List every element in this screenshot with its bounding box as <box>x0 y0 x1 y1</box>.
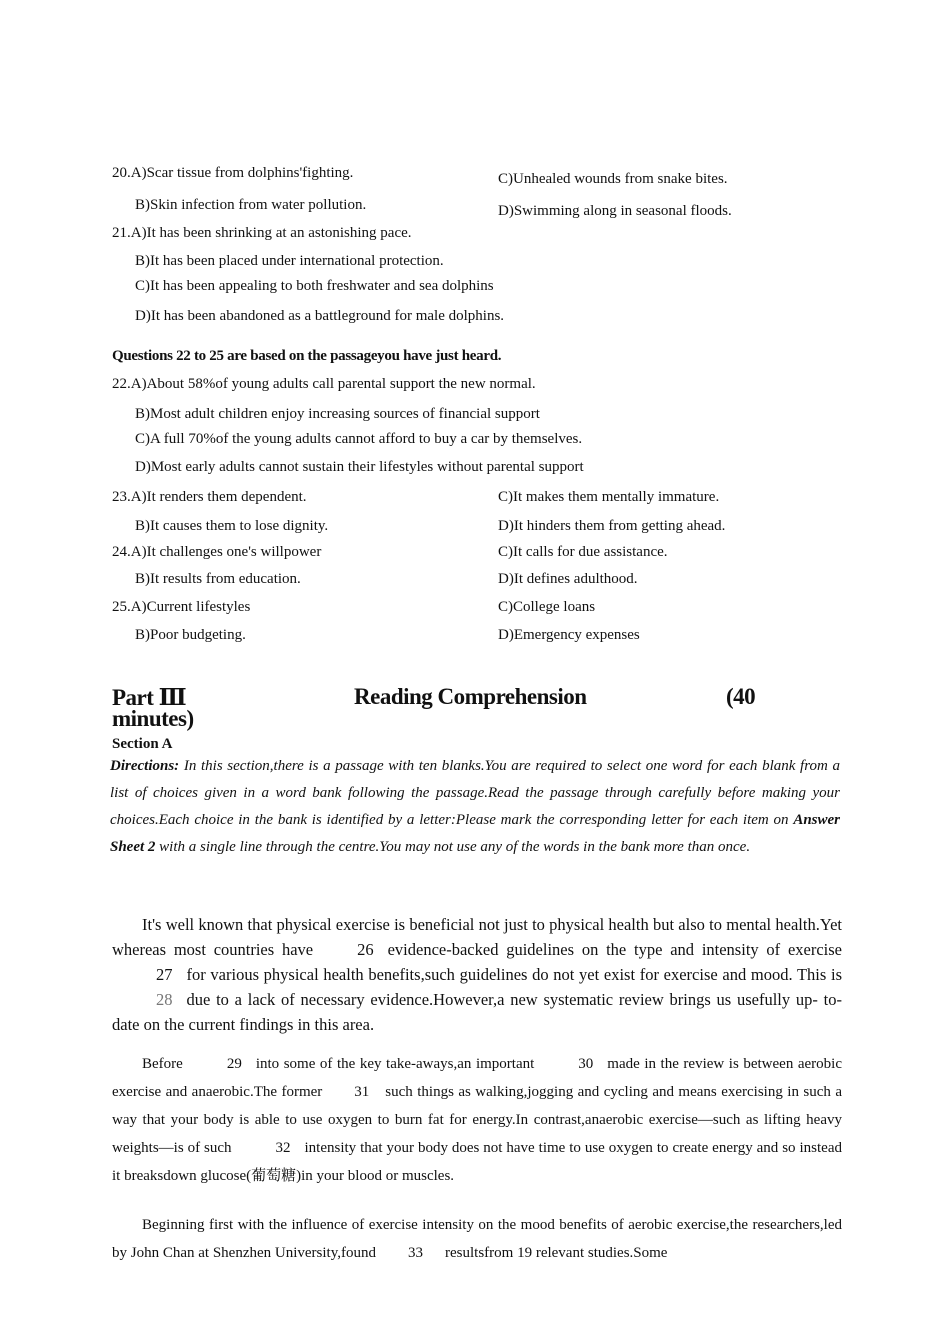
passage-paragraph-2 <box>112 1050 842 1190</box>
p3-text-a: Beginning first with the influence of exercise intensity on the mood benefits of aerobic exercise,the researchers,led by John Chan at Shenzhen University,found <box>112 1217 842 1261</box>
q24-option-c: C)It calls for due assistance. <box>498 544 668 560</box>
q23-option-b: B)It causes them to lose dignity. <box>135 518 329 534</box>
p1-text-c: for various physical health benefits,such guidelines do not yet exist for exercise and mood. This is <box>186 965 842 984</box>
q21-option-d: D)It has been abandoned as a battleground for male dolphins. <box>135 308 505 324</box>
blank-28: 28 <box>156 990 173 1009</box>
p1-text-d: due to a lack of necessary evidence.However,a new systematic review brings us usefully up- to-date on the current findings in this area. <box>112 990 842 1034</box>
q22-option-c: C)A full 70%of the young adults cannot afford to buy a car by themselves. <box>135 431 583 447</box>
passage-paragraph-1 <box>112 912 842 1037</box>
q21-option-c: C)It has been appealing to both freshwater and sea dolphins <box>135 278 494 294</box>
p2-text-a: Before <box>142 1056 183 1072</box>
blank-27: 27 <box>156 965 173 984</box>
p2-text-e: intensity that your body does not have time to use oxygen to create energy and so instead it breaksdown glucose(葡萄糖)in your blood or muscles. <box>112 1140 842 1184</box>
section-label: Section A <box>112 736 173 752</box>
time-limit-continued: minutes) <box>112 706 194 731</box>
directions-body: In this section,there is a passage with ten blanks.You are required to select one word for each blank from a list of choices given in a word bank following the passage.Read the passage through carefully before making your choices.Each choice in the bank is identified by a letter:Please mark the corresponding letter for each item on <box>110 758 840 828</box>
q20-option-b: B)Skin infection from water pollution. <box>135 197 367 213</box>
q22-option-d: D)Most early adults cannot sustain their lifestyles without parental support <box>135 459 584 475</box>
directions-text <box>110 753 840 861</box>
q23-option-d: D)It hinders them from getting ahead. <box>498 518 726 534</box>
q21-option-b: B)It has been placed under international protection. <box>135 253 444 269</box>
p2-text-d: such things as walking,jogging and cycling and means exercising in such a way that your body is able to use oxygen to burn fat for energy.In contrast,anaerobic exercise—such as lifting heavy weights—is of such <box>112 1084 842 1156</box>
q24-option-d: D)It defines adulthood. <box>498 571 638 587</box>
p2-text-c: made in the review is between aerobic exercise and anaerobic.The former <box>112 1056 843 1100</box>
p3-text-b: resultsfrom 19 relevant studies.Some <box>445 1245 668 1261</box>
p1-text-b: evidence-backed guidelines on the type and intensity of exercise <box>387 940 842 959</box>
part-title: Reading Comprehension <box>354 684 587 709</box>
blank-29: 29 <box>226 1056 242 1072</box>
directions-label: Directions: <box>110 758 180 774</box>
q25-option-a: 25.A)Current lifestyles <box>112 599 251 615</box>
blank-26: 26 <box>357 940 374 959</box>
q24-option-a: 24.A)It challenges one's willpower <box>112 544 322 560</box>
q20-option-a: 20.A)Scar tissue from dolphins'fighting. <box>112 165 354 181</box>
blank-30: 30 <box>578 1056 594 1072</box>
time-limit: (40 <box>726 684 756 709</box>
q25-option-c: C)College loans <box>498 599 596 615</box>
q20-option-d: D)Swimming along in seasonal floods. <box>498 203 732 219</box>
q22-option-b: B)Most adult children enjoy increasing sources of financial support <box>135 406 540 422</box>
questions-22-25-heading: Questions 22 to 25 are based on the passageyou have just heard. <box>112 348 502 364</box>
q23-option-c: C)It makes them mentally immature. <box>498 489 720 505</box>
p1-text-a: It's well known that physical exercise is beneficial not just to physical health but also to mental health.Yet whereas most countries have <box>112 915 842 959</box>
blank-33: 33 <box>408 1245 423 1261</box>
q23-option-a: 23.A)It renders them dependent. <box>112 489 307 505</box>
part-label: Part Ⅲ <box>112 685 187 710</box>
blank-31: 31 <box>354 1084 370 1100</box>
q21-option-a: 21.A)It has been shrinking at an astonishing pace. <box>112 225 412 241</box>
p2-text-b: into some of the key take-aways,an important <box>255 1056 535 1072</box>
q25-option-b: B)Poor budgeting. <box>135 627 246 643</box>
blank-32: 32 <box>275 1140 291 1156</box>
q24-option-b: B)It results from education. <box>135 571 301 587</box>
q22-option-a: 22.A)About 58%of young adults call parental support the new normal. <box>112 376 536 392</box>
directions-body-end: with a single line through the centre.You may not use any of the words in the bank more than once. <box>155 839 751 855</box>
q20-option-c: C)Unhealed wounds from snake bites. <box>498 171 728 187</box>
passage-paragraph-3 <box>112 1211 842 1267</box>
answer-sheet-ref: Answer Sheet 2 <box>110 812 840 855</box>
q25-option-d: D)Emergency expenses <box>498 627 640 643</box>
